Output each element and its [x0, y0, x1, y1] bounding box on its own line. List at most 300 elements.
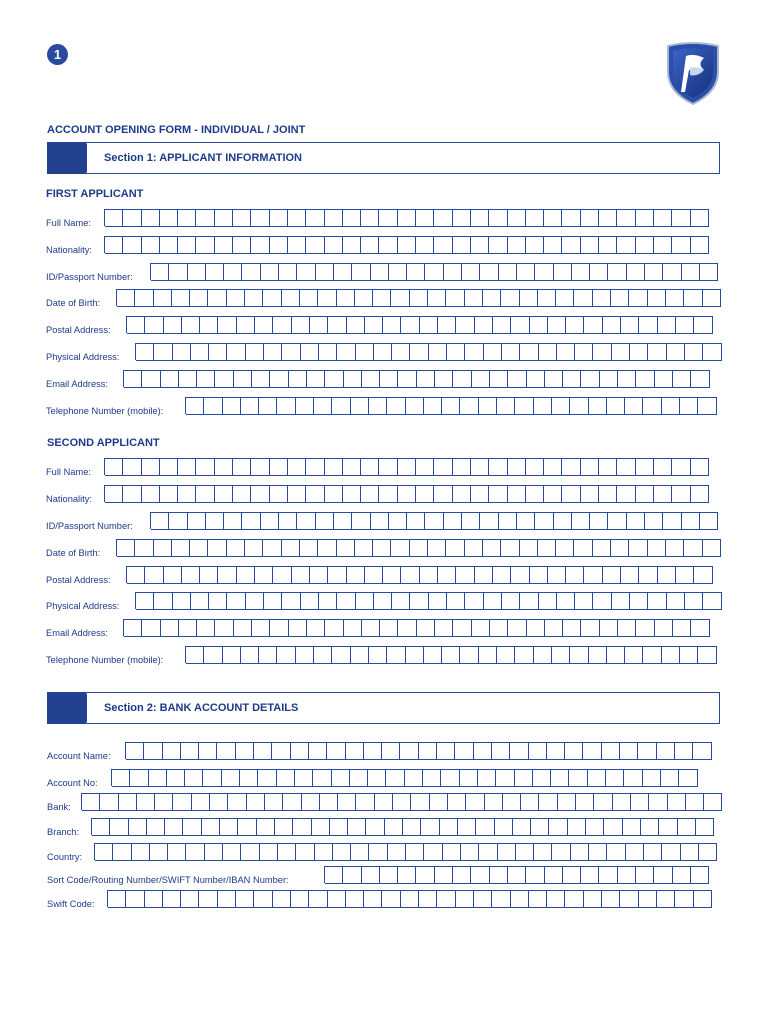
char-box[interactable]	[465, 343, 483, 361]
char-box[interactable]	[643, 769, 661, 787]
char-box[interactable]	[617, 236, 635, 254]
char-box[interactable]	[203, 769, 221, 787]
char-box[interactable]	[344, 370, 362, 388]
char-box[interactable]	[484, 592, 502, 610]
char-boxes[interactable]	[126, 566, 713, 583]
char-box[interactable]	[92, 818, 110, 836]
char-box[interactable]	[105, 458, 123, 476]
char-box[interactable]	[545, 866, 563, 884]
char-box[interactable]	[356, 592, 374, 610]
char-box[interactable]	[417, 619, 435, 637]
char-box[interactable]	[636, 458, 654, 476]
char-box[interactable]	[602, 890, 620, 908]
char-box[interactable]	[676, 316, 694, 334]
char-box[interactable]	[447, 592, 465, 610]
char-box[interactable]	[288, 485, 306, 503]
char-box[interactable]	[208, 289, 226, 307]
char-box[interactable]	[440, 818, 458, 836]
char-box[interactable]	[668, 793, 686, 811]
char-box[interactable]	[374, 592, 392, 610]
char-box[interactable]	[161, 619, 179, 637]
char-box[interactable]	[392, 592, 410, 610]
char-box[interactable]	[574, 539, 592, 557]
char-box[interactable]	[626, 843, 644, 861]
char-box[interactable]	[365, 316, 383, 334]
char-box[interactable]	[513, 818, 531, 836]
char-box[interactable]	[572, 512, 590, 530]
char-box[interactable]	[554, 263, 572, 281]
char-box[interactable]	[648, 343, 666, 361]
char-box[interactable]	[347, 316, 365, 334]
char-box[interactable]	[373, 539, 391, 557]
char-box[interactable]	[392, 343, 410, 361]
char-box[interactable]	[400, 742, 418, 760]
char-box[interactable]	[648, 592, 666, 610]
char-box[interactable]	[332, 397, 350, 415]
char-box[interactable]	[565, 890, 583, 908]
char-box[interactable]	[612, 343, 630, 361]
char-box[interactable]	[684, 539, 702, 557]
char-box[interactable]	[556, 539, 574, 557]
char-box[interactable]	[319, 343, 337, 361]
char-box[interactable]	[511, 890, 529, 908]
char-box[interactable]	[337, 343, 355, 361]
char-box[interactable]	[607, 397, 625, 415]
char-box[interactable]	[691, 458, 709, 476]
char-box[interactable]	[238, 818, 256, 836]
char-box[interactable]	[410, 343, 428, 361]
char-box[interactable]	[636, 236, 654, 254]
char-box[interactable]	[246, 592, 264, 610]
char-box[interactable]	[643, 397, 661, 415]
char-box[interactable]	[282, 289, 300, 307]
char-box[interactable]	[169, 263, 187, 281]
char-box[interactable]	[288, 236, 306, 254]
char-box[interactable]	[263, 289, 281, 307]
char-box[interactable]	[694, 890, 712, 908]
char-box[interactable]	[511, 566, 529, 584]
char-box[interactable]	[199, 890, 217, 908]
char-box[interactable]	[380, 866, 398, 884]
char-box[interactable]	[82, 793, 100, 811]
char-box[interactable]	[599, 458, 617, 476]
char-box[interactable]	[200, 316, 218, 334]
char-box[interactable]	[460, 397, 478, 415]
char-box[interactable]	[460, 769, 478, 787]
char-box[interactable]	[535, 263, 553, 281]
char-box[interactable]	[382, 742, 400, 760]
char-box[interactable]	[204, 397, 222, 415]
char-box[interactable]	[361, 209, 379, 227]
char-box[interactable]	[442, 397, 460, 415]
char-box[interactable]	[313, 769, 331, 787]
char-box[interactable]	[558, 793, 576, 811]
char-box[interactable]	[434, 485, 452, 503]
char-box[interactable]	[167, 769, 185, 787]
char-box[interactable]	[535, 512, 553, 530]
char-box[interactable]	[584, 566, 602, 584]
char-box[interactable]	[627, 512, 645, 530]
char-box[interactable]	[639, 316, 657, 334]
char-box[interactable]	[330, 818, 348, 836]
char-box[interactable]	[583, 742, 601, 760]
char-box[interactable]	[126, 890, 144, 908]
char-box[interactable]	[406, 397, 424, 415]
char-box[interactable]	[261, 512, 279, 530]
char-box[interactable]	[355, 539, 373, 557]
char-box[interactable]	[186, 646, 204, 664]
char-box[interactable]	[315, 843, 333, 861]
char-box[interactable]	[343, 209, 361, 227]
char-box[interactable]	[685, 592, 703, 610]
char-box[interactable]	[282, 539, 300, 557]
char-box[interactable]	[325, 370, 343, 388]
char-box[interactable]	[352, 512, 370, 530]
char-box[interactable]	[320, 793, 338, 811]
char-box[interactable]	[613, 793, 631, 811]
char-box[interactable]	[520, 343, 538, 361]
char-box[interactable]	[295, 769, 313, 787]
char-box[interactable]	[515, 397, 533, 415]
char-box[interactable]	[223, 646, 241, 664]
char-box[interactable]	[673, 866, 691, 884]
char-box[interactable]	[325, 458, 343, 476]
char-box[interactable]	[196, 458, 214, 476]
char-box[interactable]	[411, 793, 429, 811]
char-box[interactable]	[648, 289, 666, 307]
char-box[interactable]	[655, 619, 673, 637]
char-box[interactable]	[100, 793, 118, 811]
char-box[interactable]	[150, 843, 168, 861]
char-box[interactable]	[204, 646, 222, 664]
char-box[interactable]	[217, 742, 235, 760]
char-box[interactable]	[673, 619, 691, 637]
char-box[interactable]	[209, 592, 227, 610]
char-box[interactable]	[429, 592, 447, 610]
char-box[interactable]	[296, 646, 314, 664]
char-box[interactable]	[544, 236, 562, 254]
char-box[interactable]	[145, 890, 163, 908]
char-box[interactable]	[310, 316, 328, 334]
char-box[interactable]	[160, 485, 178, 503]
char-box[interactable]	[490, 619, 508, 637]
char-box[interactable]	[461, 843, 479, 861]
char-box[interactable]	[617, 209, 635, 227]
char-box[interactable]	[379, 209, 397, 227]
char-box[interactable]	[365, 566, 383, 584]
char-box[interactable]	[130, 769, 148, 787]
char-box[interactable]	[453, 209, 471, 227]
char-box[interactable]	[105, 236, 123, 254]
char-box[interactable]	[444, 263, 462, 281]
char-box[interactable]	[291, 742, 309, 760]
char-box[interactable]	[438, 316, 456, 334]
char-box[interactable]	[241, 843, 259, 861]
char-box[interactable]	[263, 539, 281, 557]
char-box[interactable]	[368, 769, 386, 787]
char-box[interactable]	[164, 566, 182, 584]
char-box[interactable]	[483, 289, 501, 307]
char-box[interactable]	[529, 742, 547, 760]
char-box[interactable]	[618, 866, 636, 884]
char-box[interactable]	[526, 866, 544, 884]
char-box[interactable]	[314, 646, 332, 664]
char-box[interactable]	[328, 890, 346, 908]
char-box[interactable]	[165, 818, 183, 836]
char-box[interactable]	[218, 566, 236, 584]
char-box[interactable]	[196, 485, 214, 503]
char-box[interactable]	[517, 263, 535, 281]
char-box[interactable]	[309, 742, 327, 760]
char-box[interactable]	[316, 512, 334, 530]
char-box[interactable]	[662, 646, 680, 664]
char-box[interactable]	[602, 742, 620, 760]
char-box[interactable]	[222, 769, 240, 787]
char-box[interactable]	[278, 843, 296, 861]
char-box[interactable]	[497, 397, 515, 415]
char-box[interactable]	[673, 370, 691, 388]
char-box[interactable]	[273, 316, 291, 334]
char-box[interactable]	[95, 843, 113, 861]
char-box[interactable]	[369, 843, 387, 861]
char-box[interactable]	[251, 458, 269, 476]
char-box[interactable]	[215, 236, 233, 254]
char-box[interactable]	[458, 818, 476, 836]
char-box[interactable]	[508, 236, 526, 254]
char-box[interactable]	[210, 793, 228, 811]
char-box[interactable]	[425, 512, 443, 530]
char-box[interactable]	[551, 769, 569, 787]
char-box[interactable]	[508, 209, 526, 227]
char-box[interactable]	[401, 316, 419, 334]
char-box[interactable]	[441, 769, 459, 787]
char-box[interactable]	[178, 485, 196, 503]
char-box[interactable]	[533, 769, 551, 787]
char-box[interactable]	[698, 646, 716, 664]
char-box[interactable]	[206, 512, 224, 530]
char-box[interactable]	[279, 263, 297, 281]
char-box[interactable]	[356, 343, 374, 361]
char-box[interactable]	[337, 539, 355, 557]
char-box[interactable]	[423, 769, 441, 787]
char-box[interactable]	[251, 236, 269, 254]
char-box[interactable]	[127, 566, 145, 584]
char-box[interactable]	[510, 742, 528, 760]
char-box[interactable]	[435, 619, 453, 637]
char-box[interactable]	[346, 742, 364, 760]
char-box[interactable]	[224, 512, 242, 530]
char-box[interactable]	[223, 397, 241, 415]
char-box[interactable]	[160, 209, 178, 227]
char-box[interactable]	[192, 793, 210, 811]
char-box[interactable]	[154, 592, 172, 610]
char-box[interactable]	[654, 485, 672, 503]
char-box[interactable]	[684, 289, 702, 307]
char-box[interactable]	[183, 818, 201, 836]
char-box[interactable]	[332, 646, 350, 664]
char-box[interactable]	[208, 539, 226, 557]
char-box[interactable]	[407, 512, 425, 530]
char-box[interactable]	[142, 209, 160, 227]
char-box[interactable]	[465, 539, 483, 557]
char-box[interactable]	[434, 458, 452, 476]
char-box[interactable]	[492, 742, 510, 760]
char-box[interactable]	[625, 397, 643, 415]
char-box[interactable]	[435, 370, 453, 388]
char-box[interactable]	[252, 370, 270, 388]
char-boxes[interactable]	[125, 742, 712, 759]
char-box[interactable]	[421, 818, 439, 836]
char-box[interactable]	[233, 236, 251, 254]
char-box[interactable]	[416, 866, 434, 884]
char-box[interactable]	[581, 209, 599, 227]
char-boxes[interactable]	[104, 458, 709, 475]
char-box[interactable]	[631, 793, 649, 811]
char-box[interactable]	[242, 512, 260, 530]
char-box[interactable]	[307, 619, 325, 637]
char-box[interactable]	[584, 316, 602, 334]
char-box[interactable]	[607, 843, 625, 861]
char-boxes[interactable]	[135, 343, 722, 360]
char-box[interactable]	[144, 742, 162, 760]
char-box[interactable]	[380, 370, 398, 388]
char-box[interactable]	[490, 866, 508, 884]
char-box[interactable]	[502, 343, 520, 361]
char-box[interactable]	[530, 316, 548, 334]
char-box[interactable]	[297, 263, 315, 281]
char-box[interactable]	[570, 646, 588, 664]
char-box[interactable]	[638, 742, 656, 760]
char-box[interactable]	[327, 742, 345, 760]
char-box[interactable]	[453, 866, 471, 884]
char-box[interactable]	[275, 818, 293, 836]
char-box[interactable]	[389, 263, 407, 281]
char-box[interactable]	[196, 209, 214, 227]
char-box[interactable]	[675, 890, 693, 908]
char-box[interactable]	[343, 866, 361, 884]
char-box[interactable]	[362, 619, 380, 637]
char-box[interactable]	[389, 512, 407, 530]
char-boxes[interactable]	[324, 866, 709, 883]
char-box[interactable]	[620, 890, 638, 908]
char-box[interactable]	[442, 646, 460, 664]
char-box[interactable]	[391, 539, 409, 557]
char-box[interactable]	[288, 458, 306, 476]
char-box[interactable]	[645, 512, 663, 530]
char-box[interactable]	[265, 793, 283, 811]
char-box[interactable]	[398, 866, 416, 884]
char-box[interactable]	[197, 370, 215, 388]
char-box[interactable]	[251, 485, 269, 503]
char-box[interactable]	[498, 843, 516, 861]
char-box[interactable]	[478, 769, 496, 787]
char-box[interactable]	[489, 236, 507, 254]
char-box[interactable]	[636, 619, 654, 637]
char-box[interactable]	[373, 289, 391, 307]
char-box[interactable]	[302, 793, 320, 811]
char-box[interactable]	[502, 592, 520, 610]
char-box[interactable]	[611, 289, 629, 307]
char-box[interactable]	[182, 316, 200, 334]
char-box[interactable]	[531, 818, 549, 836]
char-box[interactable]	[117, 289, 135, 307]
char-box[interactable]	[472, 619, 490, 637]
char-box[interactable]	[369, 397, 387, 415]
char-box[interactable]	[685, 343, 703, 361]
char-box[interactable]	[406, 646, 424, 664]
char-box[interactable]	[289, 619, 307, 637]
char-box[interactable]	[489, 209, 507, 227]
char-box[interactable]	[416, 485, 434, 503]
char-box[interactable]	[325, 866, 343, 884]
char-box[interactable]	[344, 619, 362, 637]
char-box[interactable]	[289, 370, 307, 388]
char-box[interactable]	[227, 539, 245, 557]
char-box[interactable]	[246, 343, 264, 361]
char-box[interactable]	[589, 843, 607, 861]
char-box[interactable]	[657, 742, 675, 760]
char-box[interactable]	[188, 263, 206, 281]
char-box[interactable]	[346, 890, 364, 908]
char-box[interactable]	[443, 843, 461, 861]
char-box[interactable]	[520, 289, 538, 307]
char-box[interactable]	[636, 485, 654, 503]
char-box[interactable]	[617, 458, 635, 476]
char-box[interactable]	[562, 209, 580, 227]
char-box[interactable]	[355, 289, 373, 307]
char-box[interactable]	[455, 742, 473, 760]
char-box[interactable]	[636, 866, 654, 884]
char-box[interactable]	[629, 289, 647, 307]
char-box[interactable]	[127, 316, 145, 334]
char-box[interactable]	[645, 263, 663, 281]
char-box[interactable]	[565, 742, 583, 760]
char-box[interactable]	[654, 866, 672, 884]
char-box[interactable]	[245, 289, 263, 307]
char-box[interactable]	[607, 646, 625, 664]
char-box[interactable]	[181, 890, 199, 908]
char-box[interactable]	[547, 742, 565, 760]
char-box[interactable]	[667, 343, 685, 361]
char-box[interactable]	[681, 843, 699, 861]
char-box[interactable]	[691, 370, 709, 388]
char-box[interactable]	[641, 818, 659, 836]
char-box[interactable]	[301, 343, 319, 361]
char-box[interactable]	[181, 742, 199, 760]
char-box[interactable]	[419, 742, 437, 760]
char-box[interactable]	[648, 539, 666, 557]
char-box[interactable]	[105, 485, 123, 503]
char-box[interactable]	[391, 289, 409, 307]
char-box[interactable]	[563, 370, 581, 388]
char-box[interactable]	[570, 397, 588, 415]
char-box[interactable]	[154, 289, 172, 307]
char-box[interactable]	[438, 566, 456, 584]
char-box[interactable]	[667, 592, 685, 610]
char-box[interactable]	[270, 209, 288, 227]
char-box[interactable]	[234, 619, 252, 637]
char-box[interactable]	[617, 485, 635, 503]
char-box[interactable]	[425, 263, 443, 281]
char-box[interactable]	[678, 818, 696, 836]
char-box[interactable]	[154, 343, 172, 361]
char-box[interactable]	[566, 316, 584, 334]
char-box[interactable]	[227, 592, 245, 610]
char-box[interactable]	[123, 485, 141, 503]
char-box[interactable]	[325, 209, 343, 227]
char-box[interactable]	[508, 619, 526, 637]
char-box[interactable]	[700, 512, 718, 530]
